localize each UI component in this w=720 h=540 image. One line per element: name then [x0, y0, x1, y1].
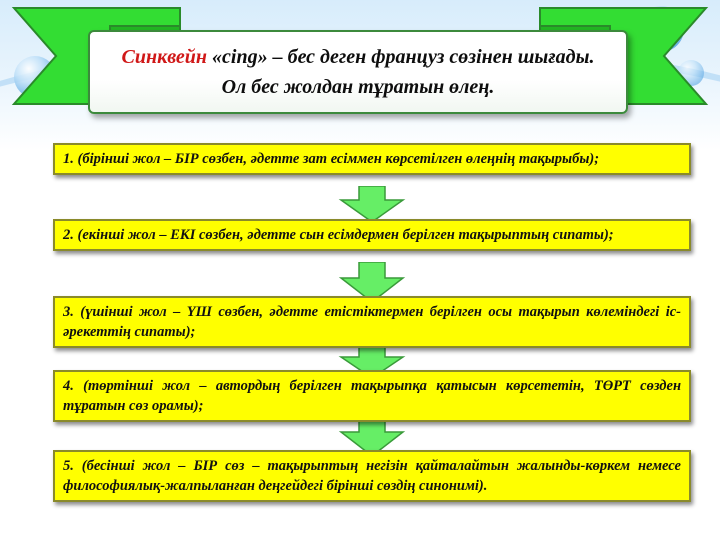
title-accent-word: Синквейн	[121, 46, 208, 68]
title-box	[88, 30, 628, 114]
step-4-box: 4. (төртінші жол – автордың берілген тақырыпқа қатысын көрсететін, ТӨРТ сөзден тұратын сөз орамы);	[53, 370, 691, 422]
step-1-box: 1. (бірінші жол – БІР сөзбен, әдетте зат есіммен көрсетілген өлеңнің тақырыбы);	[53, 143, 691, 175]
title-text	[116, 42, 600, 102]
step-2-box: 2. (екінші жол – ЕКІ сөзбен, әдетте сын есімдермен берілген тақырыптың сипаты);	[53, 219, 691, 251]
step-5-box: 5. (бесінші жол – БІР сөз – тақырыптың негізін қайталайтын жалынды-көркем немесе философиялық-жалпыланған деңгейдегі бірінші сөздің синонимі).	[53, 450, 691, 502]
step-3-box: 3. (үшінші жол – ҮШ сөзбен, әдетте етістіктермен берілген осы тақырып көлеміндегі іс-әрекеттің сипаты);	[53, 296, 691, 348]
down-arrow-icon	[337, 186, 407, 222]
title-definition: «cing» – бес деген француз сөзінен шығады. Ол бес жолдан тұратын өлең.	[207, 46, 595, 98]
